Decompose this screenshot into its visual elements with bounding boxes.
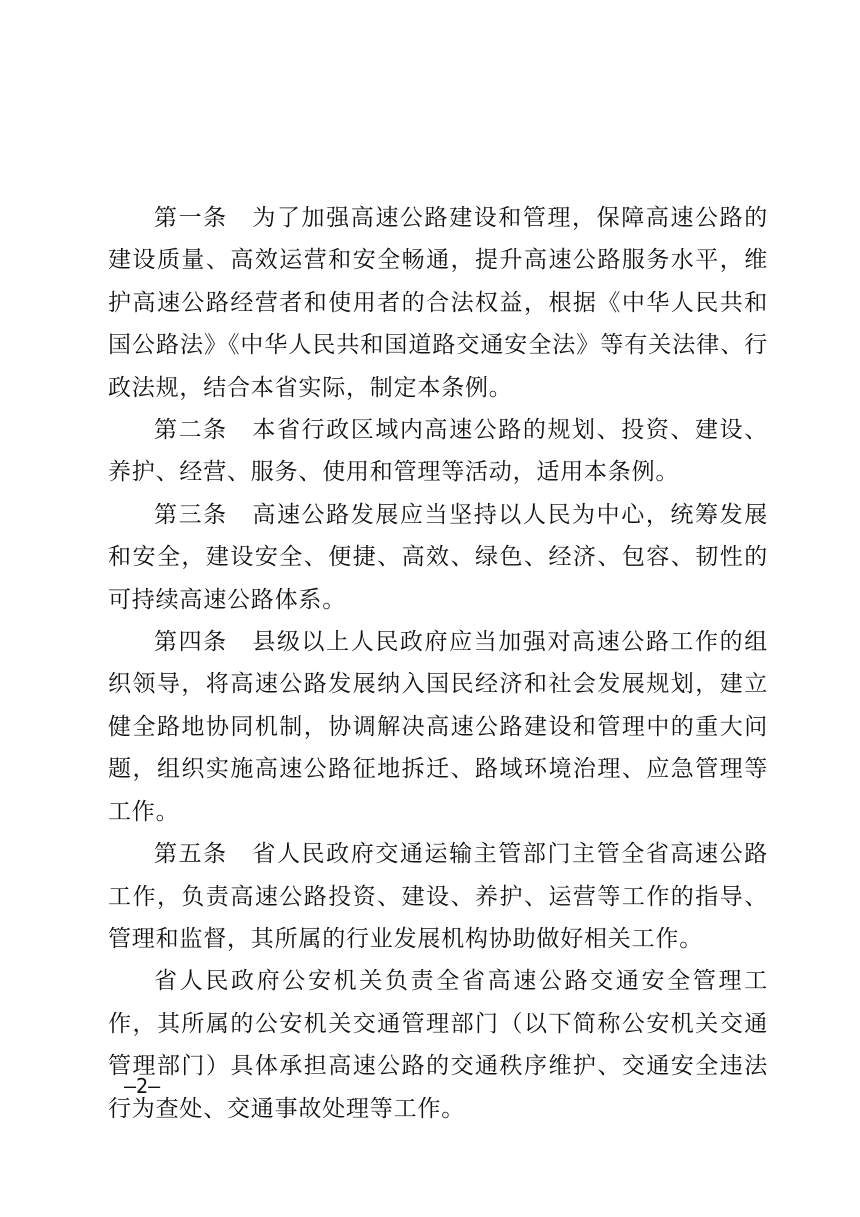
document-body <box>108 197 768 1130</box>
article-3-paragraph: 第三条 高速公路发展应当坚持以人民为中心，统筹发展和安全，建设安全、便捷、高效、绿色、经济、包容、韧性的可持续高速公路体系。 <box>108 501 768 613</box>
article-4-paragraph: 第四条 县级以上人民政府应当加强对高速公路工作的组织领导，将高速公路发展纳入国民经济和社会发展规划，建立健全路地协同机制，协调解决高速公路建设和管理中的重大问题，组织实施高速公路征地拆迁、路域环境治理、应急管理等工作。 <box>108 629 768 825</box>
page-number: —2— <box>124 1074 161 1098</box>
article-1-paragraph: 第一条 为了加强高速公路建设和管理，保障高速公路的建设质量、高效运营和安全畅通，提升高速公路服务水平，维护高速公路经营者和使用者的合法权益，根据《中华人民共和国公路法》《中华人民共和国道路交通安全法》等有关法律、行政法规，结合本省实际，制定本条例。 <box>108 205 768 401</box>
article-5-second-paragraph: 省人民政府公安机关负责全省高速公路交通安全管理工作，其所属的公安机关交通管理部门（以下简称公安机关交通管理部门）具体承担高速公路的交通秩序维护、交通安全违法行为查处、交通事故处理等工作。 <box>108 968 768 1122</box>
article-2-paragraph: 第二条 本省行政区域内高速公路的规划、投资、建设、养护、经营、服务、使用和管理等活动，适用本条例。 <box>108 417 768 486</box>
article-5-paragraph: 第五条 省人民政府交通运输主管部门主管全省高速公路工作，负责高速公路投资、建设、养护、运营等工作的指导、管理和监督，其所属的行业发展机构协助做好相关工作。 <box>108 841 768 952</box>
